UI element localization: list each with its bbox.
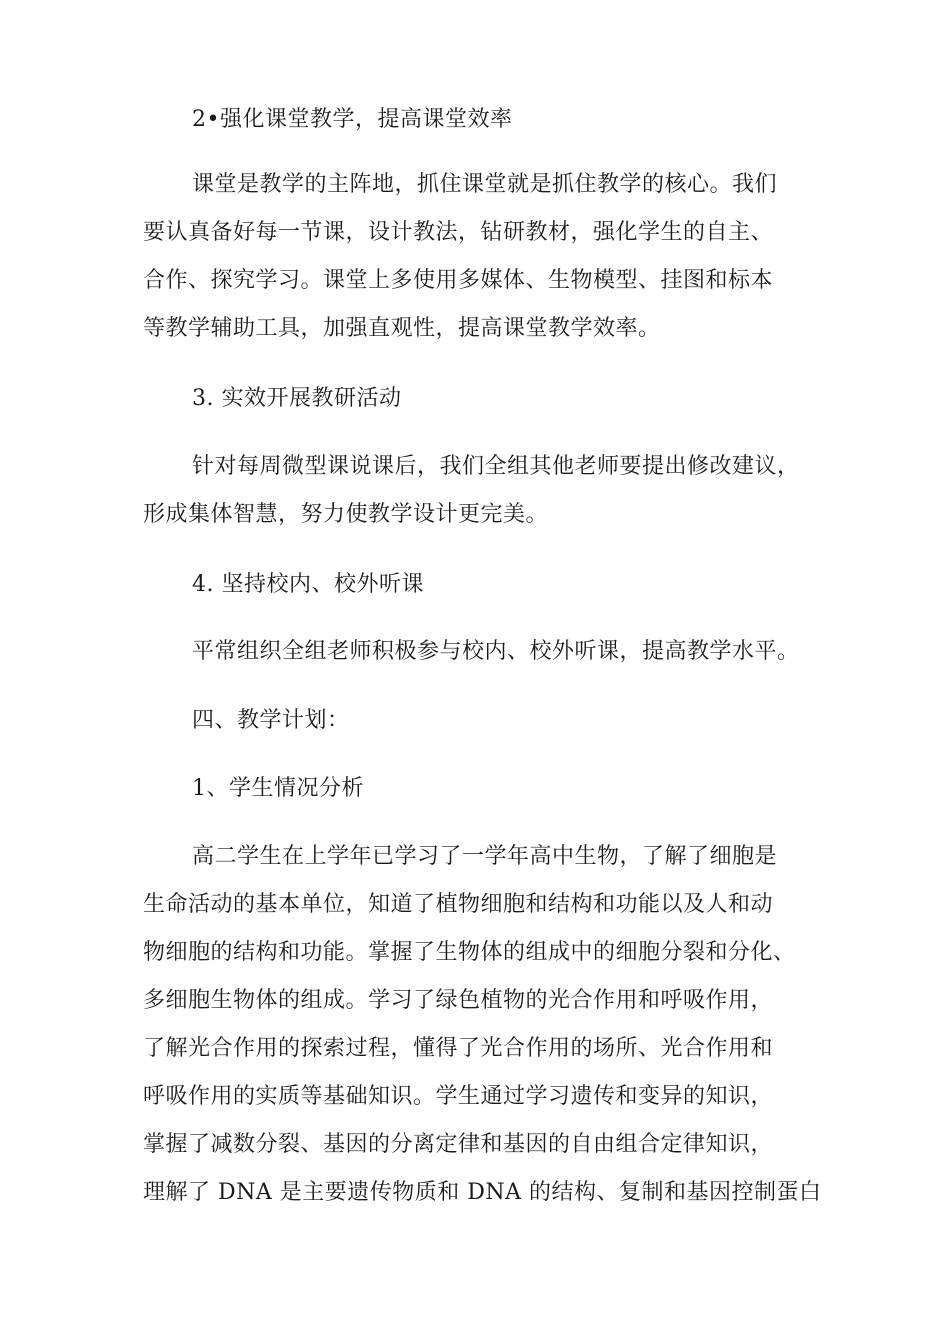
paragraph-line: 掌握了减数分裂、基因的分离定律和基因的自由组合定律知识，	[143, 1132, 774, 1157]
paragraph-line: 等教学辅助工具，加强直观性，提高课堂教学效率。	[143, 316, 661, 341]
paragraph-line: 课堂是教学的主阵地，抓住课堂就是抓住教学的核心。我们	[192, 172, 778, 197]
section-title: 四、教学计划：	[192, 708, 350, 733]
paragraph-line: 合作、探究学习。课堂上多使用多媒体、生物模型、挂图和标本	[143, 268, 774, 293]
paragraph-line: 多细胞生物体的组成。学习了绿色植物的光合作用和呼吸作用，	[143, 988, 774, 1013]
paragraph-line: 平常组织全组老师积极参与校内、校外听课，提高教学水平。	[192, 639, 800, 664]
paragraph-line: 针对每周微型课说课后，我们全组其他老师要提出修改建议，	[192, 454, 800, 479]
paragraph-line: 呼吸作用的实质等基础知识。学生通过学习遗传和变异的知识，	[143, 1084, 774, 1109]
sub-heading: 1、学生情况分析	[192, 776, 364, 801]
paragraph-line: 理解了 DNA 是主要遗传物质和 DNA 的结构、复制和基因控制蛋白	[143, 1180, 822, 1205]
heading-3: 3. 实效开展教研活动	[192, 386, 402, 411]
heading-4: 4. 坚持校内、校外听课	[192, 572, 424, 597]
paragraph-line: 要认真备好每一节课，设计教法，钻研教材，强化学生的自主、	[143, 220, 774, 245]
heading-2: 2•强化课堂教学，提高课堂效率	[192, 107, 513, 132]
paragraph-line: 高二学生在上学年已学习了一学年高中生物，了解了细胞是	[192, 844, 778, 869]
paragraph-line: 生命活动的基本单位，知道了植物细胞和结构和功能以及人和动	[143, 892, 774, 917]
paragraph-line: 物细胞的结构和功能。掌握了生物体的组成中的细胞分裂和分化、	[143, 940, 796, 965]
paragraph-line: 形成集体智慧，努力使教学设计更完美。	[143, 502, 549, 527]
paragraph-line: 了解光合作用的探索过程，懂得了光合作用的场所、光合作用和	[143, 1036, 774, 1061]
